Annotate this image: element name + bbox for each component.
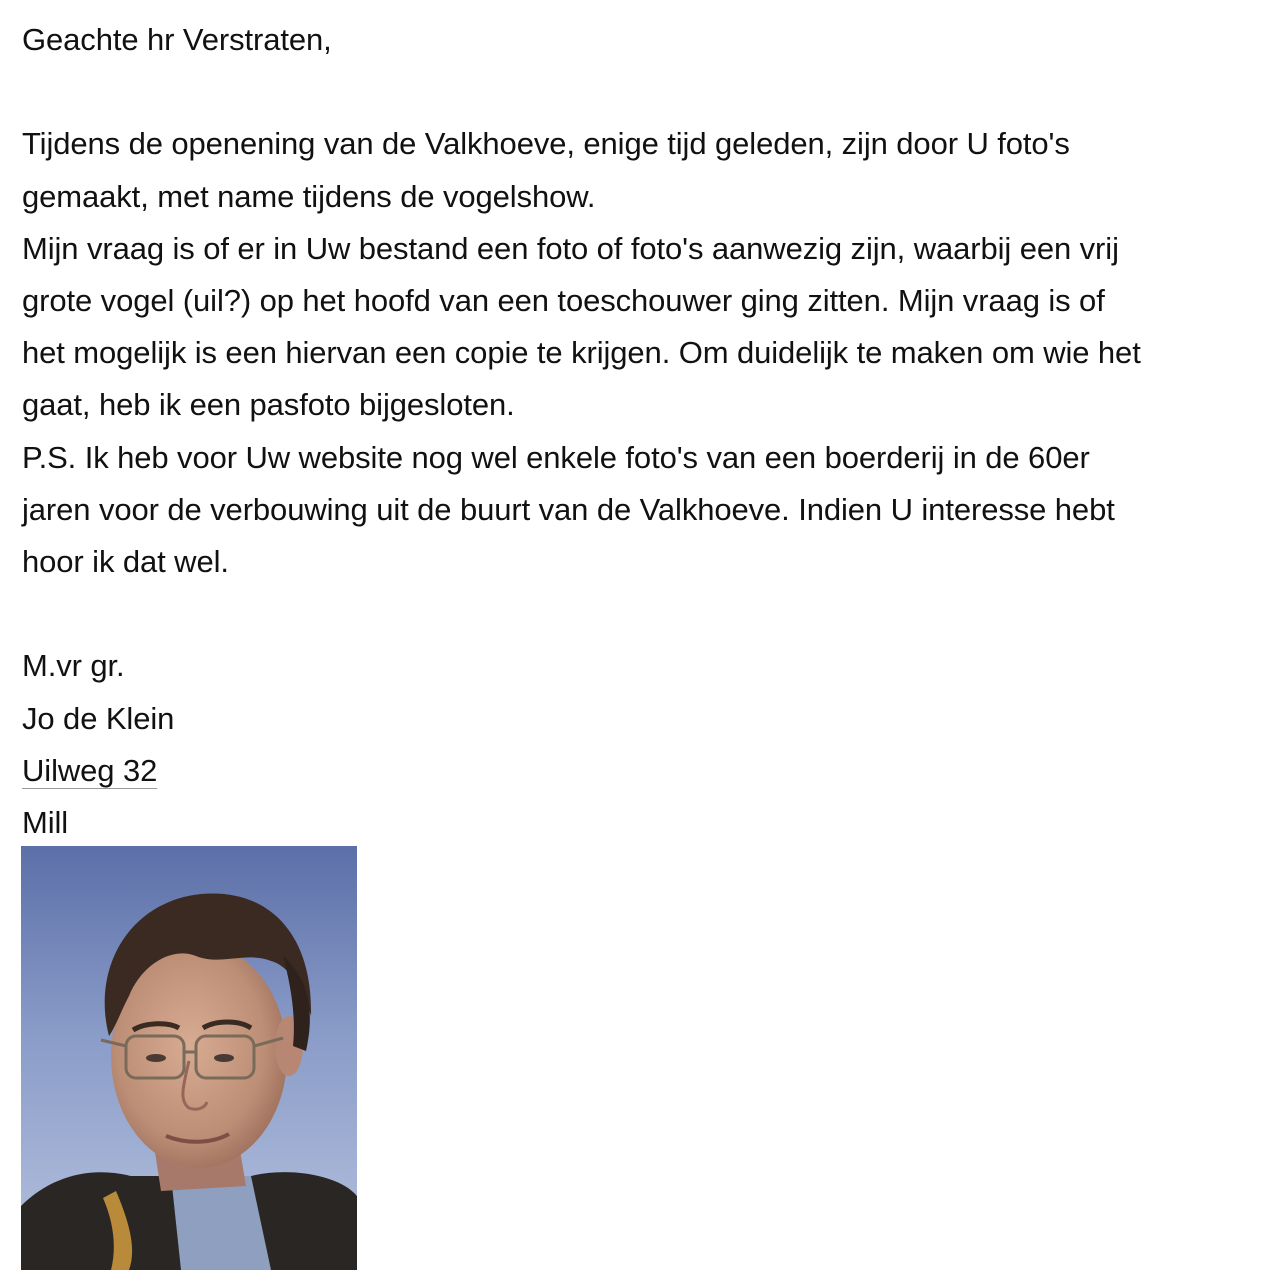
- photo-eye-left: [146, 1054, 166, 1062]
- body-line: Tijdens de openening van de Valkhoeve, enige tijd geleden, zijn door U foto's: [22, 126, 1070, 162]
- passport-photo[interactable]: [21, 846, 357, 1270]
- body-line: gaat, heb ik een pasfoto bijgesloten.: [22, 387, 515, 423]
- closing: M.vr gr.: [22, 648, 125, 684]
- body-line: grote vogel (uil?) op het hoofd van een toeschouwer ging zitten. Mijn vraag is of: [22, 283, 1105, 318]
- body-line: hoor ik dat wel.: [22, 544, 229, 580]
- body-line: Mijn vraag is of er in Uw bestand een foto of foto's aanwezig zijn, waarbij een vrij: [22, 230, 1119, 266]
- address-street-link[interactable]: Uilweg 32: [22, 752, 158, 788]
- email-body: [22, 14, 1268, 849]
- body-line: gemaakt, met name tijdens de vogelshow.: [22, 178, 596, 214]
- body-line: P.S. Ik heb voor Uw website nog wel enkele foto's van een boerderij in de 60er: [22, 439, 1090, 475]
- body-line: jaren voor de verbouwing uit de buurt van de Valkhoeve. Indien U interesse hebt: [22, 491, 1115, 527]
- sender-name: Jo de Klein: [22, 700, 175, 736]
- address-city: Mill: [22, 805, 69, 841]
- blank-line: [22, 66, 1268, 118]
- blank-line: [22, 588, 1268, 640]
- photo-eye-right: [214, 1054, 234, 1062]
- body-line: het mogelijk is een hiervan een copie te krijgen. Om duidelijk te maken om wie het: [22, 335, 1141, 371]
- address-street-wrapper: [22, 745, 1268, 797]
- greeting: Geachte hr Verstraten,: [22, 22, 332, 57]
